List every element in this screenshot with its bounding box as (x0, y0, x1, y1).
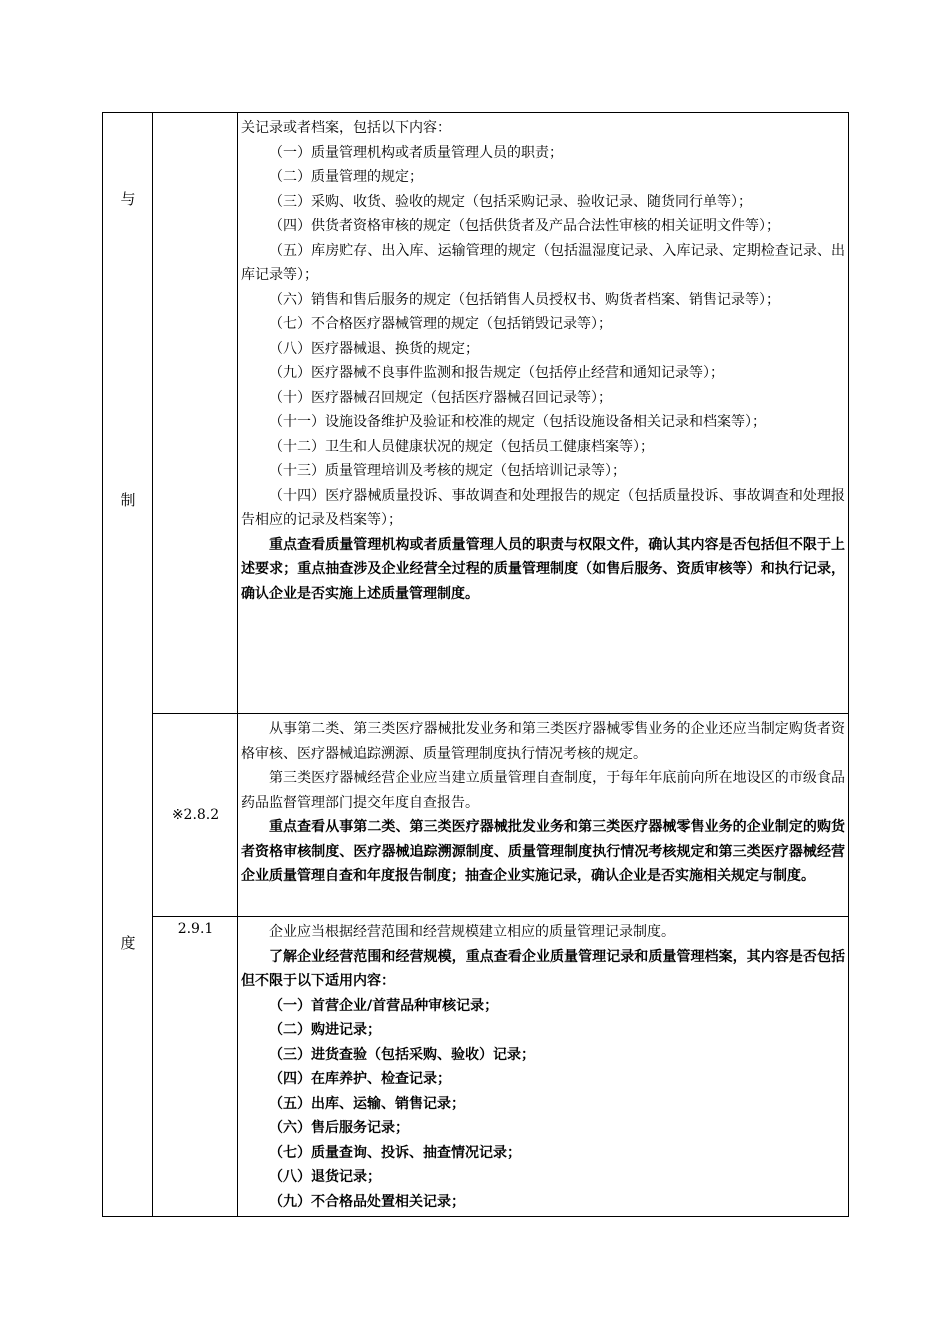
paragraph: （六）销售和售后服务的规定（包括销售人员授权书、购货者档案、销售记录等）； (269, 291, 780, 308)
paragraph: 企业应当根据经营范围和经营规模建立相应的质量管理记录制度。 (269, 924, 675, 940)
category-column (103, 113, 153, 1216)
paragraph: 重点查看质量管理机构或者质量管理人员的职责与权限文件，确认其内容是否包括但不限于上述要求；重点抽查涉及企业经营全过程的质量管理制度（如售后服务、资质审核等）和执行记录，确认企业是否实施上述质量管理制度。 (241, 536, 845, 602)
paragraph: 第三类医疗器械经营企业应当建立质量管理自查制度，于每年年底前向所在地设区的市级食品药品监督管理部门提交年度自查报告。 (241, 770, 845, 811)
paragraph: （一）质量管理机构或者质量管理人员的职责； (269, 144, 563, 161)
paragraph: （九）不合格品处置相关记录； (269, 1193, 465, 1210)
category-char: 与 (120, 190, 136, 208)
code-cell (153, 916, 237, 1216)
paragraph: （七）质量查询、投诉、抽查情况记录； (269, 1144, 521, 1161)
item-code: ※2.8.2 (171, 807, 220, 823)
content-cell (238, 916, 848, 1216)
content-cell (238, 713, 848, 916)
paragraph: （七）不合格医疗器械管理的规定（包括销毁记录等）； (269, 316, 612, 332)
code-cell (153, 113, 237, 713)
paragraph: （二）质量管理的规定； (269, 169, 423, 185)
item-code: 2.9.1 (177, 921, 214, 937)
paragraph: （一）首营企业/首营品种审核记录； (269, 997, 499, 1014)
paragraph: （十三）质量管理培训及考核的规定（包括培训记录等）； (269, 463, 626, 479)
paragraph: （十一）设施设备维护及验证和校准的规定（包括设施设备相关记录和档案等）； (269, 414, 766, 430)
paragraph: 关记录或者档案，包括以下内容： (241, 120, 451, 136)
category-char: 制 (120, 491, 136, 509)
code-column (153, 113, 238, 1216)
paragraph: （五）出库、运输、销售记录； (269, 1095, 465, 1112)
paragraph: （十二）卫生和人员健康状况的规定（包括员工健康档案等）； (269, 438, 654, 455)
paragraph: （九）医疗器械不良事件监测和报告规定（包括停止经营和通知记录等）； (269, 365, 724, 381)
paragraph: （八）退货记录； (269, 1169, 381, 1185)
content-cell (238, 113, 848, 713)
paragraph: （五）库房贮存、出入库、运输管理的规定（包括温湿度记录、入库记录、定期检查记录、出库记录等）； (241, 242, 845, 283)
paragraph: 从事第二类、第三类医疗器械批发业务和第三类医疗器械零售业务的企业还应当制定购货者资格审核、医疗器械追踪溯源、质量管理制度执行情况考核的规定。 (241, 721, 845, 762)
paragraph: （四）供货者资格审核的规定（包括供货者及产品合法性审核的相关证明文件等）； (269, 218, 780, 234)
category-char: 度 (120, 934, 136, 952)
paragraph: （二）购进记录； (269, 1022, 381, 1038)
section-content (238, 714, 848, 889)
paragraph: 了解企业经营范围和经营规模，重点查看企业质量管理记录和质量管理档案，其内容是否包括但不限于以下适用内容： (241, 948, 845, 989)
paragraph: （六）售后服务记录； (269, 1120, 409, 1136)
paragraph: （十四）医疗器械质量投诉、事故调查和处理报告的规定（包括质量投诉、事故调查和处理报告相应的记录及档案等）； (241, 487, 845, 528)
section-content (238, 917, 848, 1214)
code-cell (153, 713, 237, 916)
paragraph: （三）采购、收货、验收的规定（包括采购记录、验收记录、随货同行单等）； (269, 193, 752, 210)
paragraph: （四）在库养护、检查记录； (269, 1071, 451, 1087)
content-column (238, 113, 848, 1216)
section-content (238, 113, 848, 606)
paragraph: （十）医疗器械召回规定（包括医疗器械召回记录等）； (269, 389, 612, 406)
paragraph: （八）医疗器械退、换货的规定； (269, 340, 479, 357)
regulation-table (102, 112, 849, 1217)
paragraph: （三）进货查验（包括采购、验收）记录； (269, 1046, 535, 1063)
paragraph: 重点查看从事第二类、第三类医疗器械批发业务和第三类医疗器械零售业务的企业制定的购货者资格审核制度、医疗器械追踪溯源制度、质量管理制度执行情况考核规定和第三类医疗器械经营企业质量管理自查和年度报告制度；抽查企业实施记录，确认企业是否实施相关规定与制度。 (241, 819, 845, 884)
